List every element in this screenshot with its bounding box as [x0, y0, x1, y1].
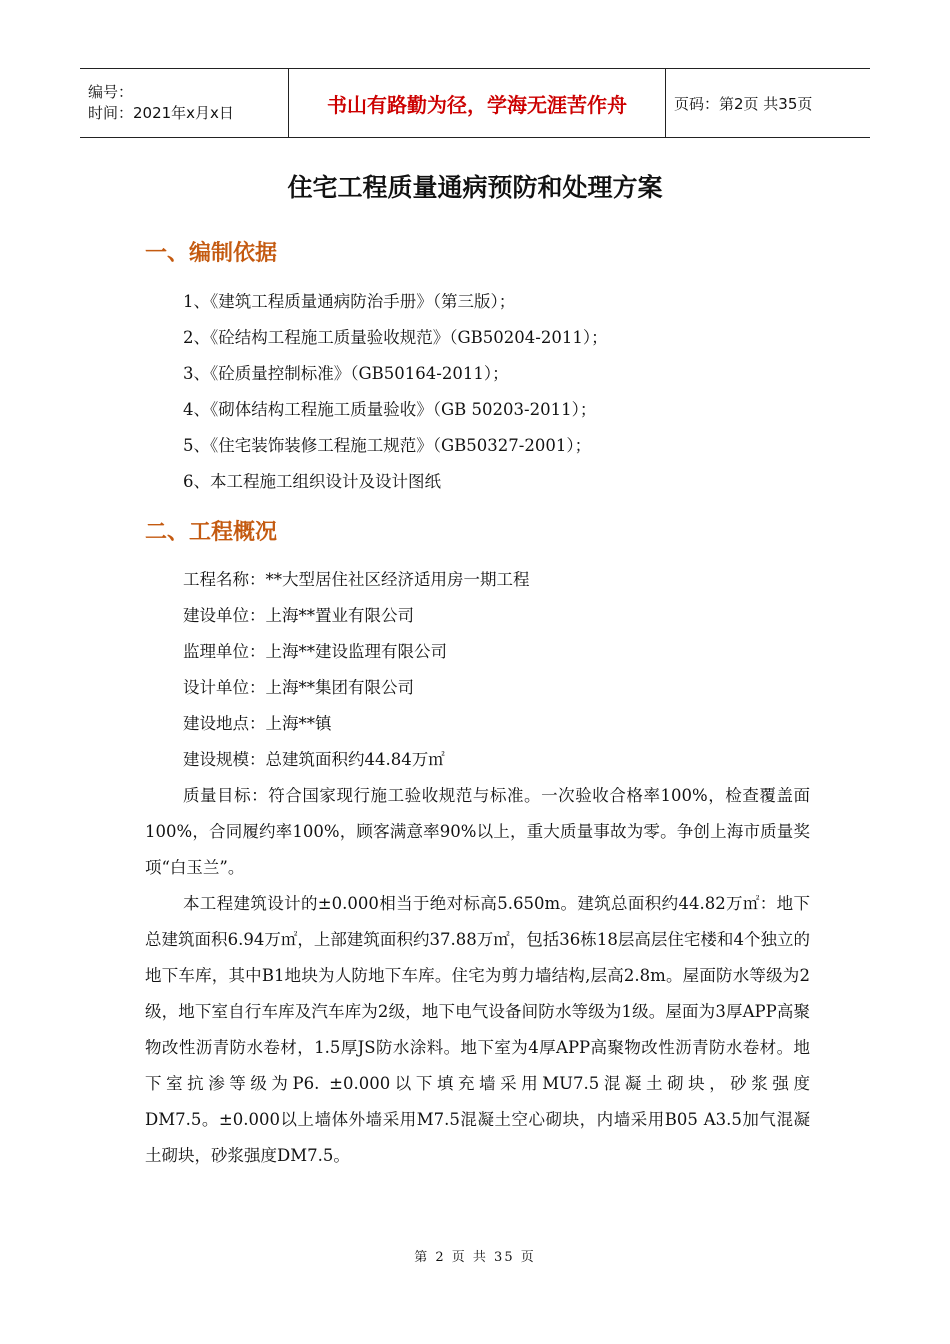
header-page-info: 页码：第2页 共35页 — [674, 94, 813, 113]
overview-list — [183, 562, 843, 778]
list-item: 5、《住宅装饰装修工程施工规范》（GB50327-2001）； — [183, 436, 592, 455]
header-motto-cell — [288, 69, 666, 137]
quality-goal-paragraph: 质量目标：符合国家现行施工验收规范与标准。一次验收合格率100%，检查覆盖面100%，合同履约率100%，顾客满意率90%以上，重大质量事故为零。争创上海市质量奖项“白玉兰”。 — [145, 786, 810, 877]
list-item: 6、本工程施工组织设计及设计图纸 — [183, 472, 441, 491]
header-right-cell — [666, 69, 870, 137]
section-heading-basis: 一、编制依据 — [145, 241, 278, 266]
list-item: 建设规模：总建筑面积约44.84万㎡ — [183, 750, 445, 769]
list-item: 工程名称：**大型居住社区经济适用房一期工程 — [183, 570, 530, 589]
section-heading-overview: 二、工程概况 — [145, 520, 278, 545]
list-item: 4、《砌体结构工程施工质量验收》（GB 50203-2011）； — [183, 400, 597, 419]
overview-paragraphs — [145, 778, 810, 1174]
header-motto: 书山有路勤为径，学海无涯苦作舟 — [327, 92, 627, 117]
list-item: 3、《砼质量控制标准》（GB50164-2011）； — [183, 364, 509, 383]
page-footer: 第 2 页 共 35 页 — [414, 1250, 536, 1265]
doc-time-label: 时间：2021年x月x日 — [88, 104, 234, 122]
list-item: 1、《建筑工程质量通病防治手册》（第三版）； — [183, 292, 516, 311]
list-item: 设计单位：上海**集团有限公司 — [183, 678, 414, 697]
list-item: 建设地点：上海**镇 — [183, 714, 332, 733]
list-item: 建设单位：上海**置业有限公司 — [183, 606, 414, 625]
list-item: 监理单位：上海**建设监理有限公司 — [183, 642, 447, 661]
design-paragraph: 本工程建筑设计的±0.000相当于绝对标高5.650m。建筑总面积约44.82万㎡：地下总建筑面积6.94万㎡，上部建筑面积约37.88万㎡，包括36栋18层高层住宅楼和4个独立的地下车库，其中B1地块为人防地下车库。住宅为剪力墙结构,层高2.8m。屋面防水等级为2级，地下室自行车库及汽车库为2级，地下电气设备间防水等级为1级。屋面为3厚APP高聚物改性沥青防水卷材，1.5厚JS防水涂料。地下室为4厚APP高聚物改性沥青防水卷材。地下室抗渗等级为P6. ±0.000以下填充墙采用MU7.5混凝土砌块，砂浆强度DM7.5。±0.000以上墙体外墙采用M7.5混凝土空心砌块，内墙采用B05 A3.5加气混凝土砌块，砂浆强度DM7.5。 — [145, 894, 810, 1165]
page-title: 住宅工程质量通病预防和处理方案 — [287, 173, 663, 202]
list-item: 2、《砼结构工程施工质量验收规范》（GB50204-2011）； — [183, 328, 608, 347]
page-header — [80, 68, 870, 138]
header-left-cell — [80, 69, 288, 137]
doc-number-label: 编号： — [88, 83, 134, 101]
basis-list — [183, 284, 843, 500]
